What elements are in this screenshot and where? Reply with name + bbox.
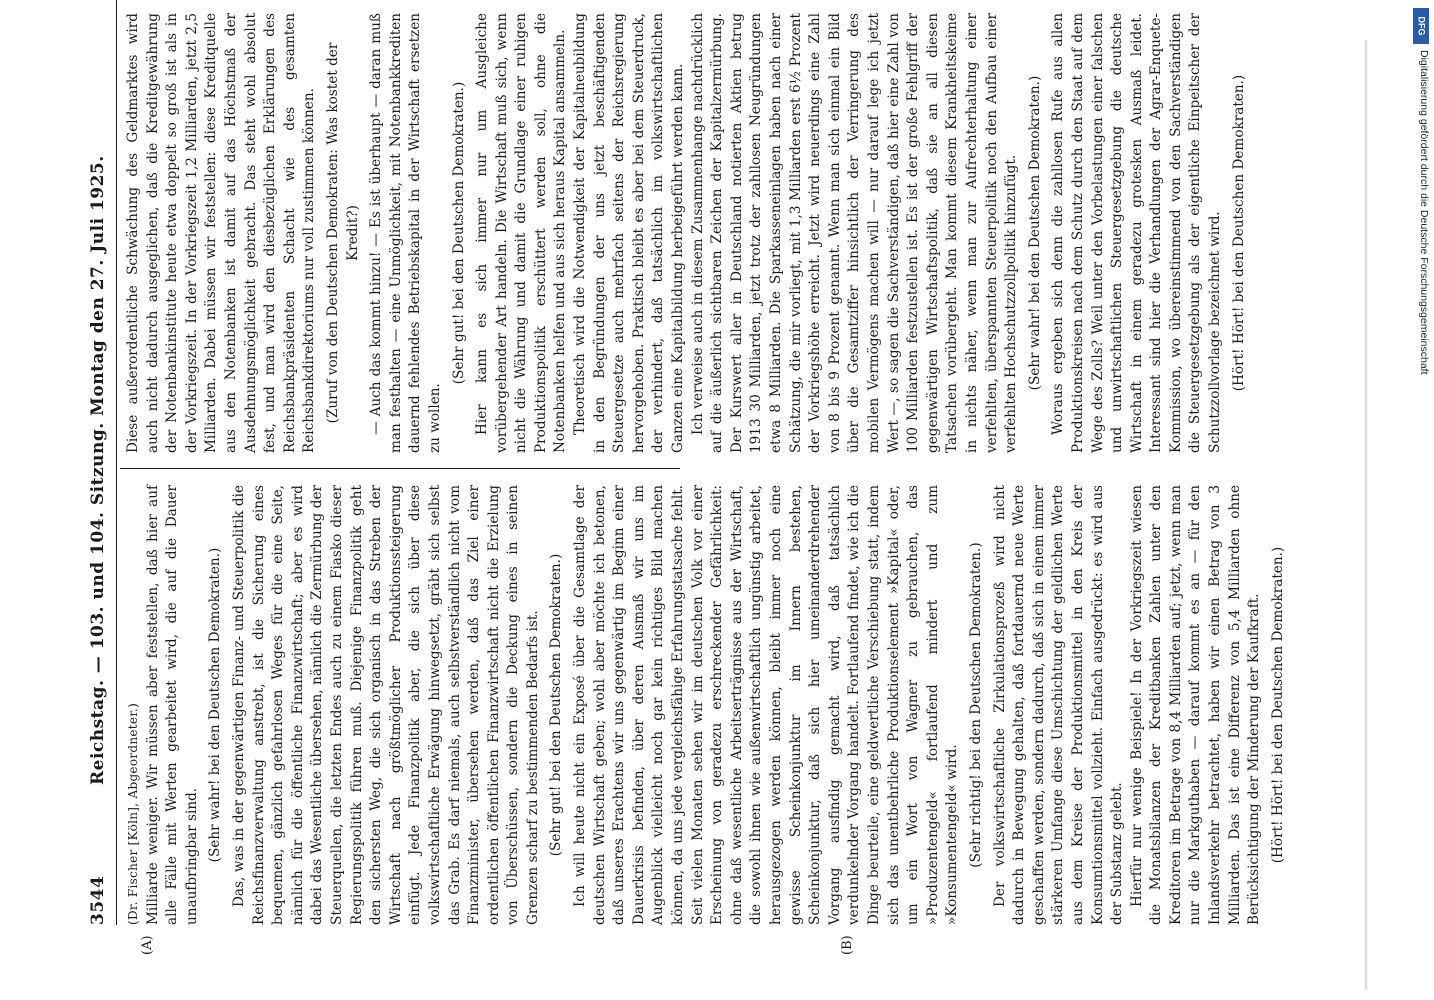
paragraph: Das, was in der gegenwärtigen Finanz- und Steuerpolitik die Reichsfinanzverwaltung anstrebt, ist die Sicherung eines bequemen, gänzlich gefahrlosen Weges für die eine Seite, nämlich für die öffentliche Finanzwirtschaft; aber es wird dabei das Wesentliche übersehen, nämlich die Zermürbung der Steuerquellen, die letzten Endes auch zu einem Fiasko dieser Regierungspolitik führen muß. Diejenige Finanzpolitik geht den sichersten Weg, die sich organisch in das Streben der Wirtschaft nach größtmöglicher Produktionssteigerung einfügt. Jede Finanzpolitik aber, die sich über diese volkswirtschaftliche Erwägung hinwegsetzt, gräbt sich selbst das Grab. Es darf niemals, auch selbstverständlich nicht vom Finanzminister, übersehen werden, daß das Ziel einer ordentlichen öffentlichen Finanzwirtschaft nicht die Erzielung von Überschüssen, sondern die Deckung eines in seinen Grenzen scharf zu bestimmenden Bedarfs ist. [230, 485, 541, 925]
interjection: (Sehr gut! bei den Deutschen Demokraten.) [450, 81, 467, 385]
interjection: (Hört! Hört! bei den Deutschen Demokraten.) [1269, 546, 1286, 864]
margin-mark-a: (A) [140, 935, 155, 955]
paragraph: — Auch das kommt hinzu! — Es ist überhaupt — daran muß man festhalten — eine Unmöglichkeit, mit Notenbankkrediten dauernd fehlendes Betriebskapital in der Wirtschaft ersetzen zu wollen. [368, 13, 443, 453]
paragraph: Hierfür nur wenige Beispiele! In der Vorkriegszeit wiesen die Monatsbilanzen der Kreditbanken Zahlen unter den Kreditoren im Betrage von 8,4 Milliarden auf; jetzt, wenn man nur die Markguthaben — darauf kommt es an — für den Inlandsverkehr betrachtet, haben wir einen Betrag von 3 Milliarden. Das ist eine Differenz von 5,4 Milliarden ohne Berücksichtigung der Minderung der Kaufkraft. [1128, 485, 1263, 925]
margin-mark-b: (B) [840, 935, 855, 955]
interjection: (Sehr wahr! bei den Deutschen Demokraten.) [1026, 75, 1043, 391]
paragraph: Ich will heute nicht ein Exposé über die Gesamtlage der deutschen Wirtschaft geben; wohl aber möchte ich betonen, daß unseres Erachtens wir uns gegenwärtig im Beginn einer Dauerkrisis befinden, über deren Ausmaß wir uns im Augenblick vielleicht noch gar kein richtiges Bild machen können, da uns jede vergleichsfähige Erfahrungstatsache fehlt. Seit vielen Monaten sehen wir im deutschen Volk vor einer Erscheinung von geradezu erschreckender Gefährlichkeit: ohne daß wesentliche Arbeitserträgnisse aus der Wirtschaft, die sowohl ihnen wie außenwirtschaftlich ungünstig arbeitet, herausgezogen werden können, bleibt immer noch eine gewisse Scheinkonjunktur im Innern bestehen, Scheinkonjunktur, daß sich hier umeinanderdrehender Vorgang ausfindig gemacht wird, daß tatsächlich verdunkelnder Vorgang handelt. Fortlaufend findet, wie ich die Dinge beurteile, eine geldwertliche Verschiebung statt, indem sich das unentbehrliche Produktionselement »Kapital« oder, um ein Wort von Wagner zu gebrauchen, das »Produzentengeld« fortlaufend mindert und zum »Konsumentengeld« wird. [572, 485, 961, 925]
interjection: (Hört! Hört! bei den Deutschen Demokraten.) [1230, 74, 1247, 392]
paragraph: Der volkswirtschaftliche Zirkulationsprozeß wird nicht dadurch in Bewegung gehalten, daß fortdauernd neue Werte geschaffen werden, sondern dadurch, daß sich in einem immer stärkeren Umfange diese Umschichtung der geldlichen Werte aus dem Kreise der Produktionsmittel in den Kreis der Konsumtionsmittel vollzieht. Einfach ausgedrückt: es wird aus der Substanz gelebt. [991, 485, 1126, 925]
column-divider [120, 468, 680, 469]
speaker-line: (Dr. Fischer [Köln], Abgeordneter.) [126, 702, 140, 925]
paragraph: Ich verweise auch in diesem Zusammenhange nachdrücklich auf die äußerlich sichtbaren Zeichen der Kapitalzermürbung. Der Kurswert aller in Deutschland notierten Aktien betrug 1913 30 Milliarden, jetzt trotz der zahllosen Neugründungen etwa 8 Milliarden. Die Sparkasseneinlagen haben nach einer Schätzung, die mir vorliegt, mit 1,3 Milliarden erst 6½ Prozent der Vorkriegshöhe erreicht. Jetzt wird neuerdings eine Zahl von 8 bis 9 Prozent genannt. Wenn man sich einmal ein Bild über die Gesamtziffer hinsichtlich der Verringerung des mobilen Vermögens machen will — nur darauf lege ich jetzt Wert —, so sagen die Sachverständigen, daß hier eine Zahl von 100 Milliarden festzustellen ist. Es ist der große Fehlgriff der gegenwärtigen Wirtschaftspolitik, daß sie an all diesen Tatsachen vorübergeht. Man kommt diesem Krankheitskeime in nichts näher, wenn man zur Aufrechterhaltung einer verfehlten, überspannten Steuerpolitik noch den Aufbau einer verfehlten Hochschutzzollpolitik hinzufügt. [689, 13, 1020, 453]
paragraph: Hier kann es sich immer nur um Ausgleiche vorübergehender Art handeln. Die Wirtschaft muß sich, wenn nicht die Währung und damit die Grundlage einer ruhigen Produktionspolitik erschüttert werden soll, ohne die Notenbanken helfen und aus sich heraus Kapital ansammeln. [474, 13, 569, 453]
dfg-credit-text: Digitalisierung gefördert durch die Deutsche Forschungsgemeinschaft [1418, 50, 1430, 375]
dfg-logo-text: DFG [1416, 16, 1426, 36]
paragraph: Milliarde weniger. Wir müssen aber feststellen, daß hier auf alle Fälle mit Werten gearbeitet wird, die auf die Dauer unaufbringbar sind. [144, 485, 200, 925]
paragraph: Diese außerordentliche Schwächung des Geldmarktes wird auch nicht dadurch ausgeglichen, daß die Kreditgewährung der Notenbankinstitute heute etwa doppelt so groß ist als in der Vorkriegszeit. In der Vorkriegszeit 1,2 Milliarden, jetzt 2,5 Milliarden. Dabei müssen wir feststellen: diese Kreditquelle aus den Notenbanken ist damit auf das Höchstmaß der Ausdehnungsmöglichkeit gebracht. Das steht wohl absolut fest, und man wird den diesbezüglichen Erklärungen des Reichsbankpräsidenten Schacht wie des gesamten Reichsbankdirektoriums nur voll zustimmen können. [125, 13, 318, 453]
running-title: Reichstag. — 103. und 104. Sitzung. Montag den 27. Juli 1925. [88, 155, 108, 785]
left-column [124, 485, 1292, 925]
page-header [80, 0, 116, 925]
paragraph: Theoretisch wird die Notwendigkeit der Kapitalneubildung in den Begründungen der uns jetzt beschäftigenden Steuergesetze auch mehrfach seitens der Reichsregierung hervorgehoben. Praktisch bleibt es aber bei dem Steuerdruck, der verhindert, daß tatsächlich im volkswirtschaftlichen Ganzen eine Kapitalbildung herbeigeführt werden kann. [572, 13, 687, 453]
interjection: (Zuruf von den Deutschen Demokraten: Was kostet der Kredit?) [324, 42, 361, 424]
header-rule [116, 0, 117, 925]
interjection: (Sehr richtig! bei den Deutschen Demokraten.) [967, 542, 984, 868]
dfg-credit-strip [1408, 0, 1434, 1000]
right-column [124, 13, 1253, 453]
rotated-page [80, 0, 1370, 955]
interjection: (Sehr gut! bei den Deutschen Demokraten.) [548, 553, 565, 857]
interjection: (Sehr wahr! bei den Deutschen Demokraten.) [207, 547, 224, 863]
page-number: 3544 [88, 875, 108, 925]
paragraph: Woraus ergeben sich denn die zahllosen Rufe aus allen Produktionskreisen nach dem Schutz durch den Staat auf dem Wege des Zolls? Weil unter den Vorbelastungen einer falschen und unwirtschaftlichen Steuergesetzgebung die deutsche Wirtschaft in einem geradezu grotesken Ausmaß leidet. Interessant sind hier die Verhandlungen der Agrar-Enquete-Kommission, wo übereinstimmend von den Sachverständigen die Steuergesetzgebung als der eigentliche Einpeitscher der Schutzzollvorlage bezeichnet wird. [1050, 13, 1224, 453]
